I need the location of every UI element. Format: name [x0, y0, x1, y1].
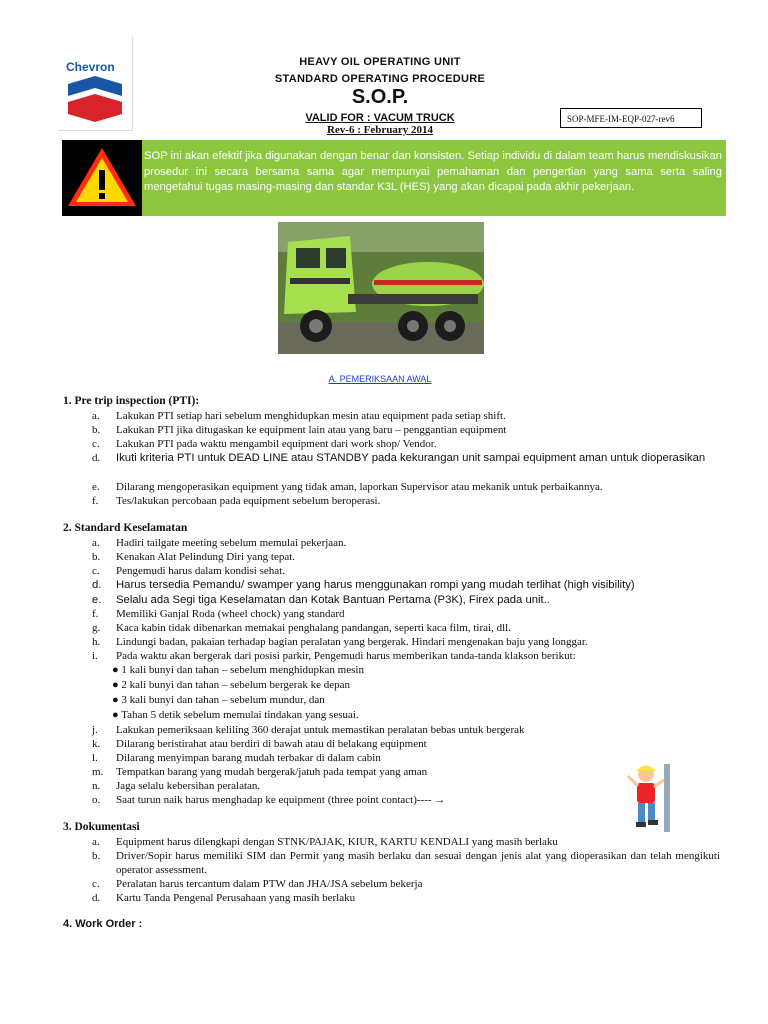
section-link-pemeriksaan-awal[interactable]: A. PEMERIKSAAN AWAL: [328, 374, 432, 384]
list-item: e. Selalu ada Segi tiga Keselamatan dan Kotak Bantuan Pertama (P3K), Firex pada unit..: [92, 594, 550, 606]
list-item: h. Lindungi badan, pakaian terhadap bagian peralatan yang bergerak. Hindari mengenakan baju yang longgar.: [92, 636, 588, 648]
list-item: l. Dilarang menyimpan barang mudah terbakar di dalam cabin: [92, 752, 381, 764]
warning-text: SOP ini akan efektif jika digunakan dengan benar dan konsisten. Setiap individu di dalam team harus mendiskusikan prosedur ini secara bersama sama agar mempunyai pemahaman dan pengertian yang sama serta saling mengetahui tugas masing-masing dan standar K3L (HES) yang akan dicapai pada akhir pekerjaan.: [142, 140, 726, 216]
list-item: a. Lakukan PTI setiap hari sebelum menghidupkan mesin atau equipment pada setiap shift.: [92, 410, 506, 422]
chevron-chevrons-icon: [68, 76, 122, 122]
worker-icon: [624, 762, 676, 834]
list-item: d. Harus tersedia Pemandu/ swamper yang harus menggunakan rompi yang mudah terlihat (high visibility): [92, 579, 635, 591]
list-item: g. Kaca kabin tidak dibenarkan memakai penghalang pandangan, seperti kaca film, tirai, dll.: [92, 622, 511, 634]
section-3-title: 3. Dokumentasi: [63, 821, 140, 833]
section-4-title: 4. Work Order :: [63, 918, 143, 930]
list-item: a. Equipment harus dilengkapi dengan STNK/PAJAK, KIUR, KARTU KENDALI yang masih berlaku: [92, 836, 558, 848]
horn-signal-item: ● 3 kali bunyi dan tahan – sebelum mundur, dan: [112, 694, 325, 706]
horn-signal-item: ● Tahan 5 detik sebelum memulai tindakan yang sesuai.: [112, 709, 359, 721]
list-item: b. Kenakan Alat Pelindung Diri yang tepat.: [92, 551, 296, 563]
section-1-title: 1. Pre trip inspection (PTI):: [63, 395, 200, 407]
list-item: b. Driver/Sopir harus memiliki SIM dan Permit yang masih berlaku dan sesuai dengan jenis alat yang dioperasikan dan telah mengikuti operator assessment.: [92, 850, 720, 876]
list-item: d. Kartu Tanda Pengenal Perusahaan yang masih berlaku: [92, 892, 356, 904]
list-item: d. Ikuti kriteria PTI untuk DEAD LINE atau STANDBY pada kekurangan unit sampai equipment aman untuk dioperasikan: [92, 452, 706, 464]
warning-icon-panel: [62, 140, 142, 216]
vacuum-truck-photo: [278, 222, 484, 354]
list-item: c. Lakukan PTI pada waktu mengambil equipment dari work shop/ Vendor.: [92, 438, 437, 450]
list-item: f. Tes/lakukan percobaan pada equipment sebelum beroperasi.: [92, 495, 381, 507]
list-item: f. Memiliki Ganjal Roda (wheel chock) yang standard: [92, 608, 345, 620]
revision: Rev-6 : February 2014: [326, 124, 433, 136]
worker-climbing-clipart: [624, 762, 676, 834]
truck-illustration: [278, 222, 484, 354]
warning-triangle-icon: [62, 140, 142, 216]
section-2-title: 2. Standard Keselamatan: [63, 522, 188, 534]
doc-type: STANDARD OPERATING PROCEDURE: [274, 73, 486, 85]
list-item: a. Hadiri tailgate meeting sebelum memulai pekerjaan.: [92, 537, 347, 549]
horn-signal-item: ● 2 kali bunyi dan tahan – sebelum bergerak ke depan: [112, 679, 350, 691]
valid-for: VALID FOR : VACUM TRUCK: [305, 112, 455, 124]
list-item: m. Tempatkan barang yang mudah bergerak/jatuh pada tempat yang aman: [92, 766, 428, 778]
list-item: c. Pengemudi harus dalam kondisi sehat.: [92, 565, 285, 577]
doc-code-box: SOP-MFE-IM-EQP-027-rev6: [560, 108, 702, 128]
list-item: i. Pada waktu akan bergerak dari posisi parkir, Pengemudi harus memberikan tanda-tanda klakson berikut:: [92, 650, 576, 662]
chevron-logo: [58, 36, 133, 131]
list-item: b. Lakukan PTI jika ditugaskan ke equipment lain atau yang baru – penggantian equipment: [92, 424, 507, 436]
list-item: j. Lakukan pemeriksaan keliling 360 derajat untuk memastikan peralatan bebas untuk bergerak: [92, 724, 525, 736]
list-item: c. Peralatan harus tercantum dalam PTW dan JHA/JSA sebelum bekerja: [92, 878, 423, 890]
logo-brand-text: Chevron: [66, 60, 115, 74]
list-item: n. Jaga selalu kebersihan peralatan.: [92, 780, 261, 792]
org-title: HEAVY OIL OPERATING UNIT: [299, 56, 461, 68]
list-item: o. Saat turun naik harus menghadap ke equipment (three point contact)---- →: [92, 794, 446, 806]
horn-signal-item: ● 1 kali bunyi dan tahan – sebelum menghidupkan mesin: [112, 664, 364, 676]
page-title: S.O.P.: [351, 86, 409, 108]
list-item: k. Dilarang beristirahat atau berdiri di bawah atau di belakang equipment: [92, 738, 427, 750]
list-item: e. Dilarang mengoperasikan equipment yang tidak aman, laporkan Supervisor atau mekanik untuk perbaikannya.: [92, 481, 603, 493]
